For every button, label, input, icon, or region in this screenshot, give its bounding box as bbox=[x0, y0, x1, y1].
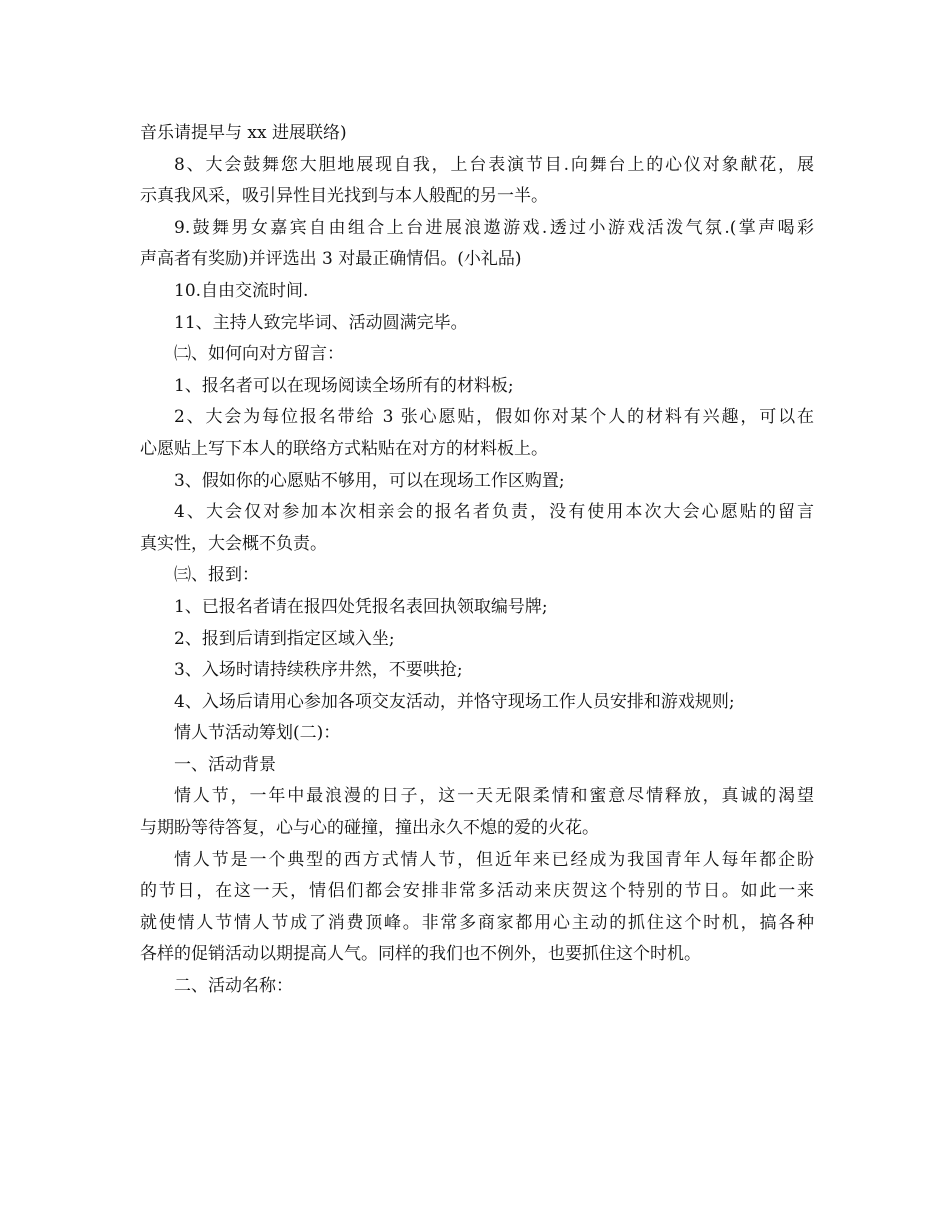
text-line: 9.鼓舞男女嘉宾自由组合上台进展浪遨游戏.透过小游戏活泼气氛.(掌声喝彩 bbox=[174, 217, 814, 238]
text-line: 情人节活动筹划(二)： bbox=[174, 723, 341, 744]
text-line: ㈡、如何向对方留言： bbox=[174, 344, 344, 365]
text-line: 情人节是一个典型的西方式情人节，但近年来已经成为我国青年人每年都企盼 bbox=[174, 849, 814, 870]
text-line: 3、假如你的心愿贴不够用，可以在现场工作区购置; bbox=[174, 470, 565, 491]
text-line: 2、大会为每位报名带给 3 张心愿贴，假如你对某个人的材料有兴趣，可以在 bbox=[174, 407, 814, 428]
text-line: 8、大会鼓舞您大胆地展现自我，上台表演节目.向舞台上的心仪对象献花，展 bbox=[174, 154, 814, 175]
text-line: 1、已报名者请在报四处凭报名表回执领取编号牌; bbox=[174, 596, 548, 617]
text-line: 的节日，在这一天，情侣们都会安排非常多活动来庆贺这个特别的节日。如此一来 bbox=[140, 881, 814, 902]
text-line: 4、大会仅对参加本次相亲会的报名者负责，没有使用本次大会心愿贴的留言 bbox=[174, 502, 814, 523]
text-line: 声高者有奖励)并评选出 3 对最正确情侣。(小礼品) bbox=[140, 249, 522, 270]
text-line: 4、入场后请用心参加各项交友活动，并恪守现场工作人员安排和游戏规则; bbox=[174, 691, 735, 712]
text-line: 音乐请提早与 xx 进展联络) bbox=[140, 123, 347, 143]
text-line: 2、报到后请到指定区域入坐; bbox=[174, 628, 395, 649]
text-line: 情人节，一年中最浪漫的日子，这一天无限柔情和蜜意尽情释放，真诚的渴望 bbox=[174, 786, 814, 807]
text-line: 心愿贴上写下本人的联络方式粘贴在对方的材料板上。 bbox=[140, 438, 548, 459]
text-line: 与期盼等待答复，心与心的碰撞，撞出永久不熄的爱的火花。 bbox=[140, 818, 599, 839]
text-line: 真实性，大会概不负责。 bbox=[140, 533, 327, 554]
text-line: 10.自由交流时间. bbox=[174, 280, 309, 301]
text-line: 11、主持人致完毕词、活动圆满完毕。 bbox=[174, 312, 468, 333]
text-line: 1、报名者可以在现场阅读全场所有的材料板; bbox=[174, 375, 514, 396]
text-line: ㈢、报到： bbox=[174, 565, 259, 586]
text-line: 各样的促销活动以期提高人气。同样的我们也不例外，也要抓住这个时机。 bbox=[140, 944, 701, 965]
text-line: 二、活动名称： bbox=[174, 976, 293, 997]
text-line: 一、活动背景 bbox=[174, 754, 276, 775]
text-line: 示真我风采，吸引异性目光找到与本人般配的另一半。 bbox=[140, 186, 548, 207]
text-line: 就使情人节情人节成了消费顶峰。非常多商家都用心主动的抓住这个时机，搞各种 bbox=[140, 912, 814, 933]
document-body bbox=[140, 118, 814, 1003]
text-line: 3、入场时请持续秩序井然，不要哄抢; bbox=[174, 660, 463, 681]
